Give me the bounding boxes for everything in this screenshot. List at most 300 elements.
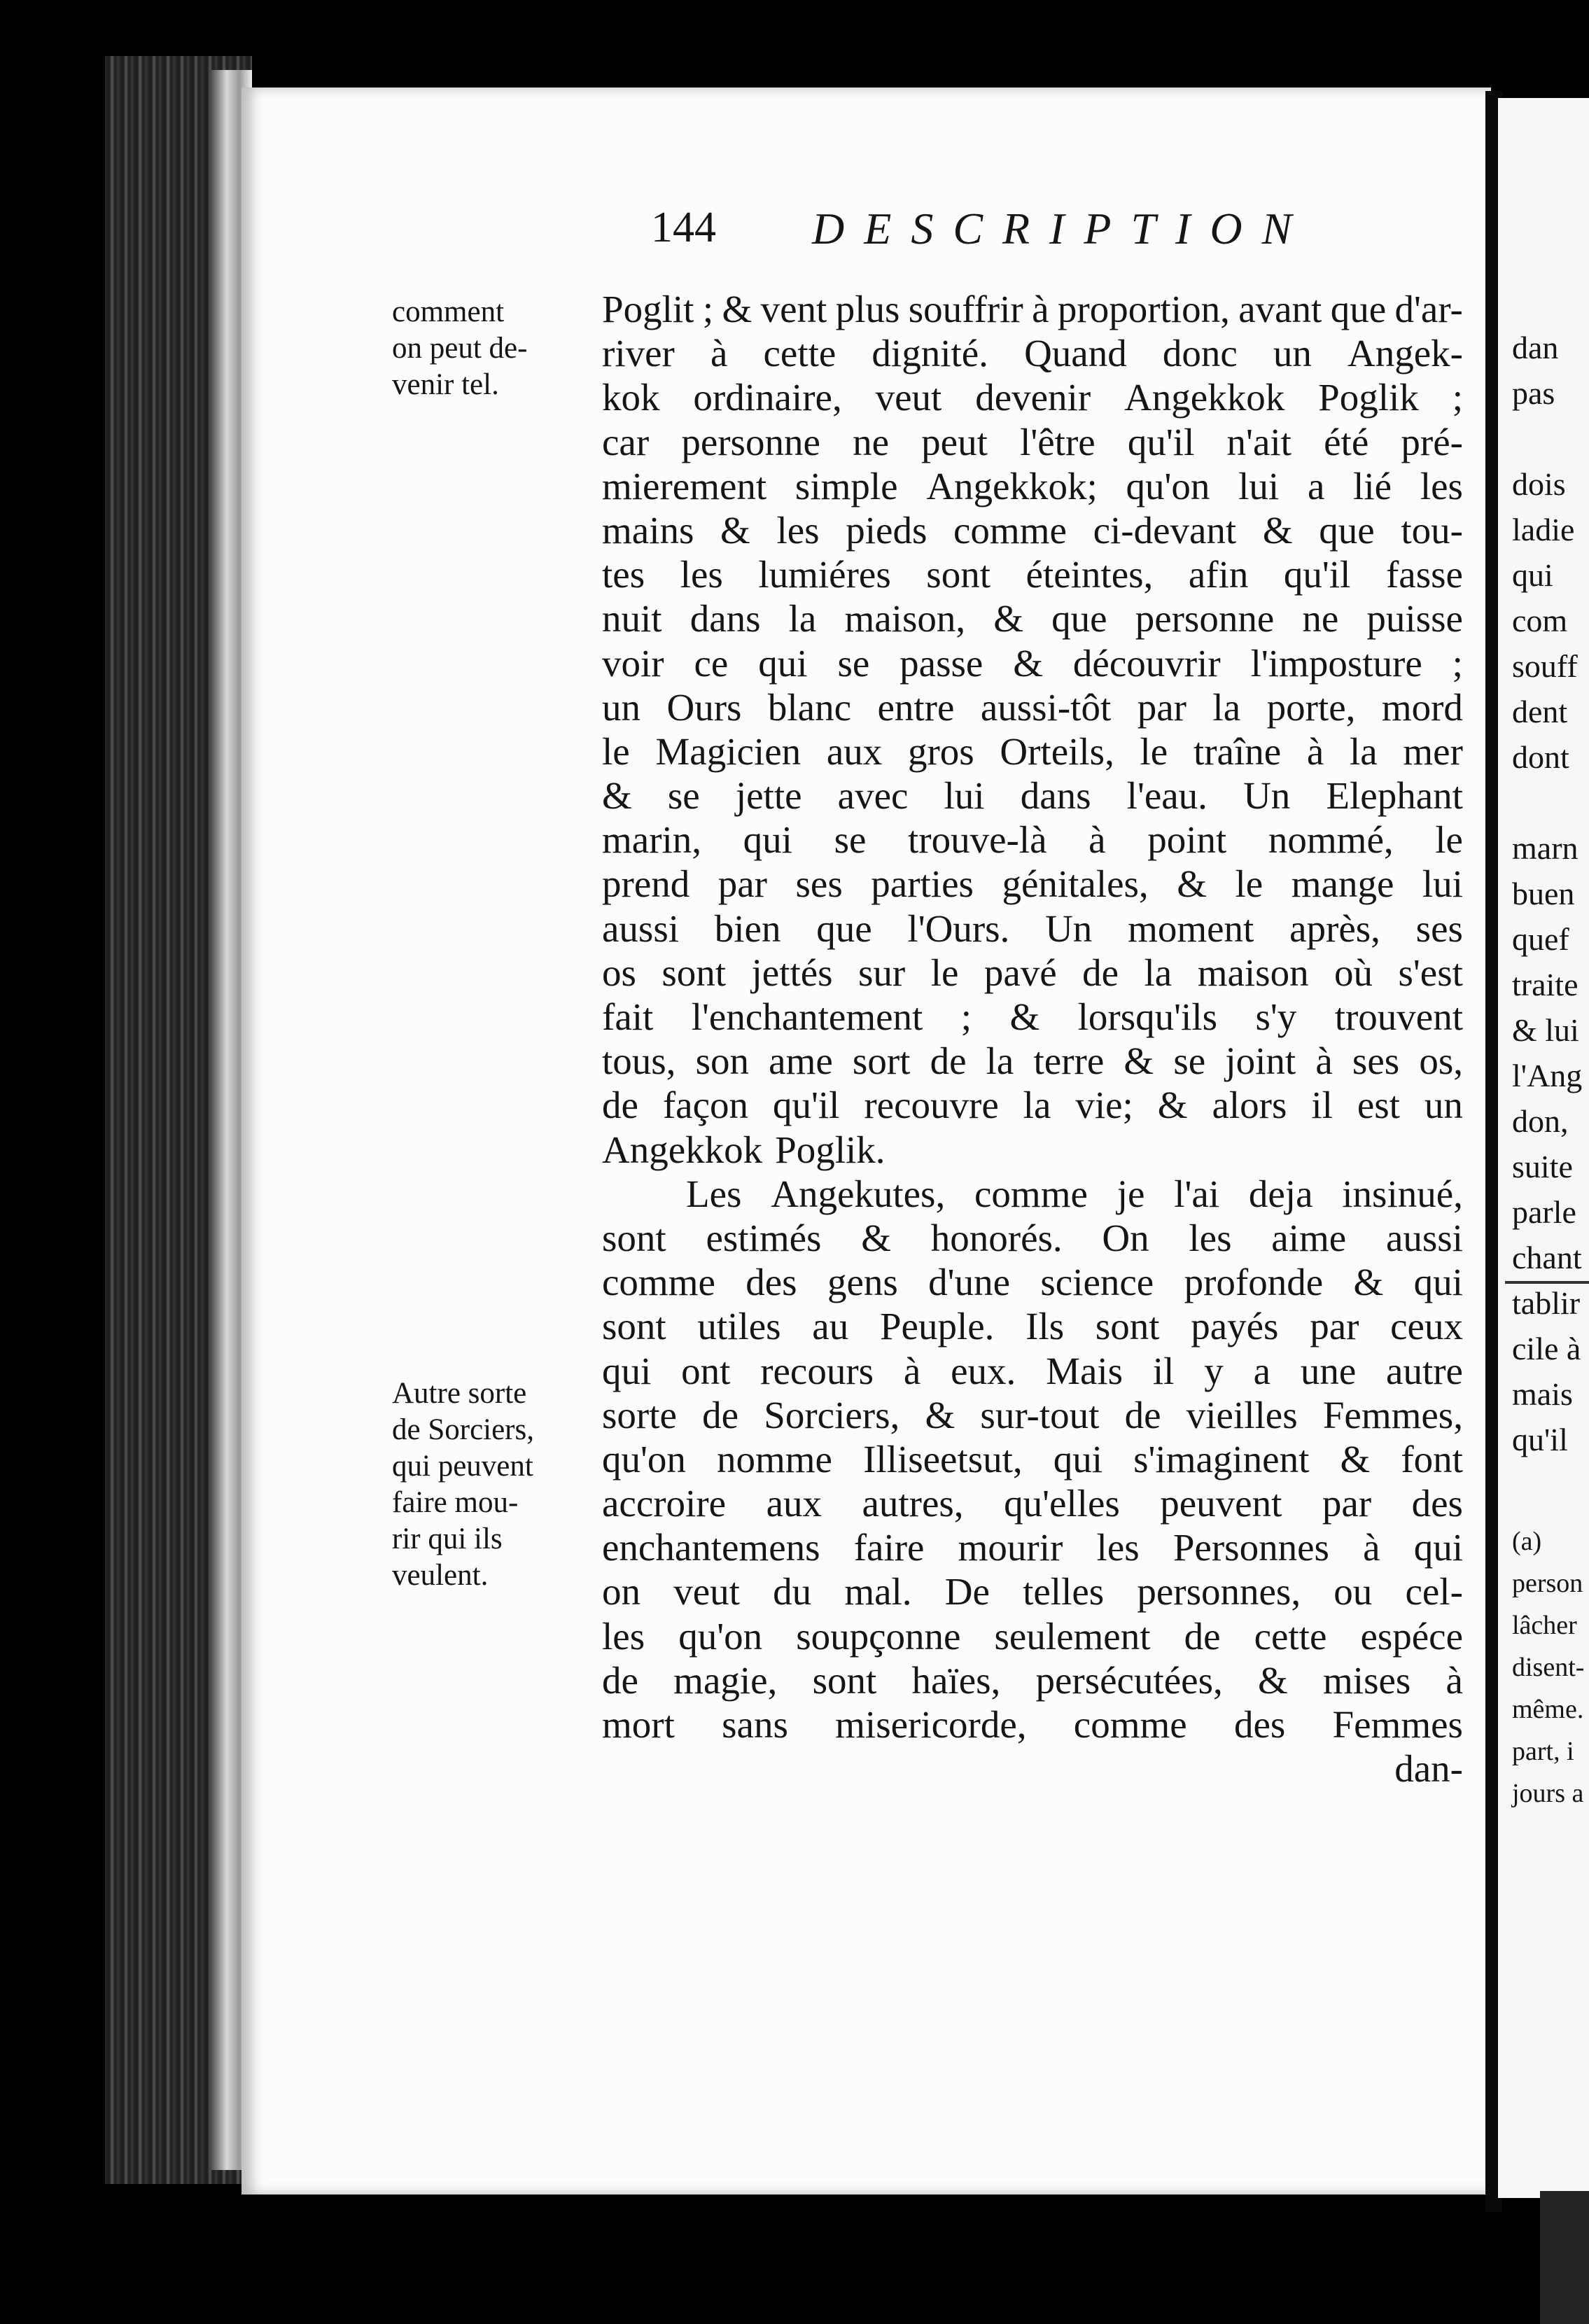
word: comme	[953, 508, 1067, 552]
word: &	[925, 1393, 955, 1436]
word: jette	[735, 774, 802, 818]
word: éteintes,	[1026, 553, 1154, 596]
word: Poglik	[1318, 376, 1419, 419]
word: de	[1082, 951, 1119, 994]
word: de	[930, 1040, 967, 1083]
word: nomme	[717, 1437, 832, 1480]
word: avec	[837, 774, 909, 818]
page-header	[644, 203, 1414, 266]
word: &	[1353, 1261, 1384, 1304]
word: comme	[974, 1172, 1088, 1215]
word: mort	[602, 1703, 675, 1746]
word: accroire	[602, 1482, 727, 1525]
word: point	[1147, 818, 1227, 862]
facing-page-fragment: com	[1512, 603, 1568, 638]
margin-note-line: faire mou-	[392, 1486, 519, 1519]
word: marin,	[602, 818, 702, 862]
word: l'ai	[1174, 1172, 1220, 1215]
word: peut	[921, 420, 988, 463]
word: ne	[1302, 597, 1339, 640]
facing-page-fragment: person	[1512, 1569, 1583, 1598]
word: par	[1322, 1482, 1372, 1525]
word: faire	[853, 1526, 925, 1569]
word: du	[773, 1570, 812, 1614]
facing-page-fragment: jours a	[1512, 1779, 1584, 1808]
word: Ours	[666, 685, 742, 729]
word: fait	[602, 995, 654, 1038]
word: mains	[602, 508, 694, 552]
word: souffrir	[908, 288, 1023, 330]
word: deja	[1248, 1172, 1313, 1215]
margin-note-2	[392, 1376, 534, 1594]
word: trouvent	[1334, 995, 1463, 1038]
facing-page-fragment: & lui	[1512, 1012, 1579, 1048]
word: Orteils,	[1000, 729, 1114, 773]
word: la	[1349, 729, 1378, 773]
word: lorsqu'ils	[1077, 995, 1218, 1038]
word: Un	[1045, 906, 1093, 950]
word: Femmes,	[1322, 1393, 1463, 1436]
word: aussi	[602, 906, 679, 950]
word: &	[993, 597, 1024, 640]
word: ceux	[1390, 1305, 1463, 1348]
word: après,	[1289, 906, 1380, 950]
word: &	[1124, 1040, 1154, 1083]
word: ci-devant	[1093, 508, 1237, 552]
word: a	[1253, 1349, 1270, 1392]
footnote-rule	[1505, 1281, 1589, 1284]
word: que	[1319, 508, 1375, 552]
margin-note-line: Autre sorte	[392, 1377, 527, 1410]
text-line	[602, 1216, 1463, 1260]
margin-note-line: qui peuvent	[392, 1450, 533, 1483]
word: tous,	[602, 1040, 676, 1083]
word: qui	[1053, 1437, 1103, 1480]
word: proportion,	[1057, 288, 1230, 330]
word: qu'il	[772, 1084, 840, 1127]
word: je	[1116, 1172, 1145, 1215]
page-corner-shadow	[1540, 2191, 1589, 2324]
word: ;	[1452, 641, 1463, 685]
word: de	[1124, 1393, 1161, 1436]
facing-page-fragment: cile à	[1512, 1331, 1581, 1366]
margin-note-line: comment	[392, 295, 505, 328]
word: espéce	[1360, 1614, 1463, 1658]
facing-page-fragment: qu'il	[1512, 1422, 1568, 1457]
word: autre	[1386, 1349, 1463, 1392]
word: Poglik.	[775, 1128, 886, 1171]
word: mer	[1403, 729, 1463, 773]
word: car	[602, 420, 650, 463]
text-line	[602, 464, 1463, 508]
word: mange	[1291, 862, 1394, 906]
word: lui	[1238, 464, 1280, 507]
word: ame	[769, 1040, 833, 1083]
word: seulement	[994, 1614, 1151, 1658]
word: le	[1140, 729, 1168, 773]
word: recouvre	[864, 1084, 999, 1127]
word: mourir	[958, 1526, 1063, 1569]
word: traîne	[1193, 729, 1282, 773]
text-line	[602, 1128, 1463, 1172]
word: parties	[871, 862, 974, 906]
word: la	[788, 597, 817, 640]
word: &	[720, 508, 750, 552]
text-line	[602, 1658, 1463, 1702]
word: &	[1340, 1437, 1371, 1480]
text-line	[602, 1304, 1463, 1348]
word: qu'on	[602, 1437, 686, 1480]
word: magie,	[673, 1658, 778, 1702]
word: &	[861, 1216, 891, 1259]
word: s'est	[1398, 951, 1463, 994]
word: soupçonne	[796, 1614, 961, 1658]
margin-note-line: veulent.	[392, 1559, 489, 1592]
word: voir	[602, 641, 664, 685]
word: ;	[1452, 376, 1463, 419]
word: l'être	[1020, 420, 1096, 463]
word: Illiseetsut,	[863, 1437, 1023, 1480]
text-line	[602, 1172, 1463, 1216]
word: veut	[673, 1570, 740, 1614]
word: s'y	[1255, 995, 1297, 1038]
word: mal.	[844, 1570, 912, 1614]
word: payés	[1191, 1305, 1279, 1348]
word: par	[718, 862, 767, 906]
word: façon	[662, 1084, 748, 1127]
word: haïes,	[911, 1658, 1001, 1702]
word: plus	[835, 288, 900, 330]
word: par	[1137, 685, 1186, 729]
margin-note-line: on peut de-	[392, 332, 528, 365]
text-line	[602, 774, 1463, 818]
text-line	[602, 729, 1463, 774]
word: à	[1315, 1040, 1333, 1083]
facing-page-fragment: dan	[1512, 330, 1559, 365]
word: os,	[1419, 1040, 1463, 1083]
text-line	[602, 1569, 1463, 1614]
word: De	[944, 1570, 990, 1614]
word: &	[1157, 1084, 1188, 1127]
word: persécutées,	[1035, 1658, 1223, 1702]
word: &	[722, 288, 752, 330]
word: Angekutes,	[771, 1172, 946, 1215]
word: tou-	[1401, 508, 1463, 552]
word: puisse	[1366, 597, 1463, 640]
text-line	[602, 596, 1463, 640]
text-line	[602, 1260, 1463, 1304]
word: recours	[760, 1349, 874, 1392]
text-line	[602, 641, 1463, 685]
text-line	[602, 1393, 1463, 1437]
text-line	[602, 287, 1463, 331]
word: à	[1032, 288, 1049, 330]
facing-page-fragment: don,	[1512, 1103, 1569, 1139]
word: comme	[1073, 1703, 1187, 1746]
word: ont	[681, 1349, 731, 1392]
word: sur	[858, 951, 906, 994]
word: génitales,	[1002, 862, 1149, 906]
word: aussi	[1385, 1216, 1463, 1259]
word: autres,	[862, 1482, 964, 1525]
word: personnes,	[1137, 1570, 1301, 1614]
word: donc	[1162, 332, 1238, 375]
word: par	[1310, 1305, 1359, 1348]
facing-page-fragment: quef	[1512, 921, 1569, 957]
text-line	[602, 1614, 1463, 1658]
word: ses	[1415, 906, 1463, 950]
word: vieilles	[1186, 1393, 1298, 1436]
word: os	[602, 951, 636, 994]
word: les	[680, 553, 723, 596]
word: est	[1357, 1084, 1400, 1127]
word: passe	[899, 641, 983, 685]
word: insinué,	[1342, 1172, 1463, 1215]
word: Mais	[1046, 1349, 1124, 1392]
word: sont	[662, 951, 727, 994]
word: ;	[702, 288, 714, 330]
word: qu'il	[1283, 553, 1351, 596]
word: aime	[1271, 1216, 1347, 1259]
word: terre	[1033, 1040, 1105, 1083]
page-body-text	[602, 287, 1463, 1791]
margin-note-1	[392, 294, 527, 403]
word: la	[1212, 685, 1241, 729]
word: à	[1088, 818, 1106, 862]
word: personne	[1135, 597, 1275, 640]
word: un	[602, 685, 640, 729]
word: pavé	[983, 951, 1057, 994]
word: sont	[1095, 1305, 1160, 1348]
word: ordinaire,	[693, 376, 842, 419]
word: honorés.	[930, 1216, 1063, 1259]
text-line	[602, 1083, 1463, 1127]
word: enchantemens	[602, 1526, 820, 1569]
word: mises	[1323, 1658, 1411, 1702]
word: trouve-là	[908, 818, 1047, 862]
facing-page-fragment: (a)	[1512, 1527, 1542, 1556]
word: se	[837, 641, 870, 685]
word: les	[776, 508, 820, 552]
word: porte,	[1266, 685, 1356, 729]
word: sont	[812, 1658, 877, 1702]
word: dans	[1020, 774, 1091, 818]
word: river	[602, 332, 675, 375]
text-line	[602, 375, 1463, 419]
facing-page-fragment: souff	[1512, 648, 1578, 684]
word: l'imposture	[1250, 641, 1422, 685]
word: gros	[907, 729, 974, 773]
word: simple	[794, 464, 898, 507]
word: à	[710, 332, 728, 375]
text-line	[602, 508, 1463, 552]
word: qui	[1413, 1261, 1463, 1304]
word: &	[1013, 641, 1043, 685]
text-line	[602, 1702, 1463, 1746]
word: un	[1424, 1084, 1463, 1127]
word: vent	[760, 288, 827, 330]
word: Angekkok	[602, 1128, 763, 1171]
word: dignité.	[872, 332, 988, 375]
word: Peuple.	[879, 1305, 995, 1348]
text-line	[602, 818, 1463, 862]
facing-page-fragment: marn	[1512, 830, 1578, 866]
word: la	[1023, 1084, 1051, 1127]
word: le	[930, 951, 959, 994]
word: utiles	[697, 1305, 781, 1348]
text-line	[602, 1039, 1463, 1083]
word: mord	[1381, 685, 1463, 729]
word: &	[1262, 508, 1293, 552]
facing-page-fragment: tablir	[1512, 1285, 1581, 1321]
word: la	[986, 1040, 1014, 1083]
margin-note-line: rir qui ils	[392, 1522, 503, 1555]
word: aux	[826, 729, 883, 773]
word: alors	[1212, 1084, 1287, 1127]
word: ne	[853, 420, 889, 463]
word: qu'on	[678, 1614, 763, 1658]
word: telles	[1023, 1570, 1105, 1614]
facing-page-fragment: part, i	[1512, 1737, 1574, 1766]
word: Un	[1243, 774, 1291, 818]
word: profonde	[1184, 1261, 1324, 1304]
facing-page-fragment: ladie	[1512, 512, 1575, 547]
facing-page-fragment: disent-	[1512, 1653, 1585, 1682]
facing-page-fragment: parle	[1512, 1194, 1576, 1230]
word: sort	[852, 1040, 911, 1083]
word: sur-tout	[980, 1393, 1100, 1436]
word: personne	[681, 420, 820, 463]
word: maison	[1197, 951, 1309, 994]
word: des	[1411, 1482, 1463, 1525]
word: &	[1257, 1658, 1288, 1702]
text-line	[602, 951, 1463, 995]
word: Personnes	[1172, 1526, 1329, 1569]
text-line	[602, 995, 1463, 1039]
word: jettés	[751, 951, 833, 994]
word: de	[602, 1658, 638, 1702]
word: ;	[960, 995, 972, 1038]
word: moment	[1128, 906, 1254, 950]
text-line	[602, 1525, 1463, 1569]
word: Angekkok;	[926, 464, 1098, 507]
word: science	[1040, 1261, 1154, 1304]
text-line	[602, 1437, 1463, 1481]
text-line	[602, 1349, 1463, 1393]
word: l'enchantement	[691, 995, 923, 1038]
word: kok	[602, 376, 660, 419]
word: qui	[743, 818, 792, 862]
word: entre	[877, 685, 955, 729]
word: a	[1307, 464, 1325, 507]
word: que	[1051, 597, 1107, 640]
word: découvrir	[1072, 641, 1221, 685]
word: au	[812, 1305, 849, 1348]
facing-page-fragment: dent	[1512, 694, 1568, 729]
text-line	[602, 685, 1463, 729]
word: des	[1233, 1703, 1286, 1746]
word: nommé,	[1268, 818, 1394, 862]
word: sont	[602, 1216, 666, 1259]
facing-page-fragment: buen	[1512, 876, 1575, 911]
word: ce	[694, 641, 729, 685]
word: prend	[602, 862, 690, 906]
text-line	[602, 552, 1463, 596]
word: les	[1420, 464, 1463, 507]
word: eux.	[951, 1349, 1016, 1392]
word: qu'elles	[1004, 1482, 1120, 1525]
word: ses	[795, 862, 843, 906]
word: dans	[690, 597, 761, 640]
word: joint	[1225, 1040, 1296, 1083]
text-line	[602, 862, 1463, 906]
word: où	[1334, 951, 1373, 994]
word: il	[1152, 1349, 1175, 1392]
word: avant	[1238, 288, 1322, 330]
word: misericorde,	[835, 1703, 1027, 1746]
facing-page-fragment: dois	[1512, 466, 1566, 502]
word: l'Ours.	[907, 906, 1010, 950]
word: Les	[686, 1172, 742, 1215]
word: y	[1204, 1349, 1224, 1392]
word: on	[602, 1570, 640, 1614]
word: d'une	[928, 1261, 1010, 1304]
word: Ils	[1026, 1305, 1065, 1348]
word: à	[1363, 1526, 1380, 1569]
word: qui	[602, 1349, 652, 1392]
word: sorte	[602, 1393, 677, 1436]
margin-note-line: de Sorciers,	[392, 1413, 534, 1446]
facing-page-fragment: l'Ang	[1512, 1058, 1583, 1093]
facing-page-fragment: lâcher	[1512, 1611, 1577, 1640]
word: les	[1189, 1216, 1232, 1259]
word: bien	[714, 906, 781, 950]
word: pieds	[846, 508, 927, 552]
word: un	[1273, 332, 1312, 375]
word: les	[1096, 1526, 1140, 1569]
facing-page-fragment: mais	[1512, 1376, 1573, 1412]
word: nuit	[602, 597, 662, 640]
word: se	[834, 818, 867, 862]
text-line	[602, 1481, 1463, 1525]
facing-page-fragment: traite	[1512, 967, 1578, 1002]
word: n'ait	[1226, 420, 1292, 463]
word: le	[602, 729, 630, 773]
word: &	[1009, 995, 1040, 1038]
word: Elephant	[1326, 774, 1463, 818]
word: Quand	[1024, 332, 1127, 375]
word: veut	[875, 376, 942, 419]
text-line	[602, 420, 1463, 464]
word: peuvent	[1160, 1482, 1282, 1525]
word: ses	[1352, 1040, 1400, 1083]
word: le	[1235, 862, 1264, 906]
word: comme	[602, 1261, 715, 1304]
word: il	[1311, 1084, 1333, 1127]
word: fasse	[1385, 553, 1463, 596]
word: des	[746, 1261, 797, 1304]
word: qui	[758, 641, 808, 685]
text-line	[602, 331, 1463, 375]
word: maison,	[844, 597, 966, 640]
word: à	[903, 1349, 921, 1392]
facing-page-fragment: même.	[1512, 1695, 1584, 1724]
word: les	[602, 1614, 645, 1658]
word: lié	[1353, 464, 1392, 507]
word: estimés	[706, 1216, 822, 1259]
word: que	[1330, 288, 1387, 330]
margin-note-line: venir tel.	[392, 368, 499, 401]
